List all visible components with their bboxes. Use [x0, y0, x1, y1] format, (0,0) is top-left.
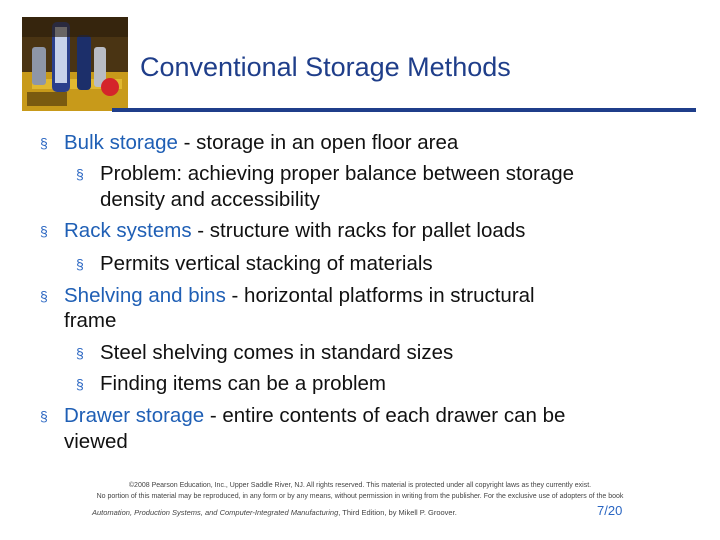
sub-bullet-problem: Problem: achieving proper balance between storage: [100, 162, 575, 185]
bullet-text: - entire contents of each drawer can be: [204, 404, 566, 427]
slide-title: Conventional Storage Methods: [140, 52, 511, 82]
bullet-bulk-storage: [64, 131, 458, 155]
bullet-term: Bulk storage: [64, 131, 178, 154]
page-number: 7/20: [597, 503, 623, 518]
sub-bullet-steel-shelving: Steel shelving comes in standard sizes: [100, 341, 454, 364]
bullet-rack-systems: [64, 219, 525, 243]
bullet-marker: §: [40, 408, 48, 424]
sub-bullet-vertical-stacking: Permits vertical stacking of materials: [100, 252, 433, 275]
footer-citation: [92, 508, 457, 517]
sub-bullet-marker: §: [76, 345, 84, 361]
bullet-drawer-storage-cont: viewed: [64, 430, 128, 453]
bullet-drawer-storage: [64, 404, 565, 428]
bullet-marker: §: [40, 135, 48, 151]
bullet-shelving-bins: [64, 284, 535, 308]
bullet-marker: §: [40, 288, 48, 304]
sub-bullet-problem-cont: density and accessibility: [100, 188, 320, 211]
sub-bullet-marker: §: [76, 256, 84, 272]
bullet-term: Shelving and bins: [64, 284, 226, 307]
bullet-text: - structure with racks for pallet loads: [191, 219, 526, 242]
footer-copyright: ©2008 Pearson Education, Inc., Upper Saddle River, NJ. All rights reserved. This material is protected under all copyright laws as they currently exist.: [128, 482, 592, 489]
bullet-shelving-bins-cont: frame: [64, 309, 117, 332]
sub-bullet-marker: §: [76, 166, 84, 182]
bullet-term: Rack systems: [64, 219, 192, 242]
footer-permission: No portion of this material may be reproduced, in any form or by any means, without permission in writing from the publisher. For the exclusive use of adopters of the book: [96, 493, 624, 500]
book-edition: , Third Edition, by Mikell P. Groover.: [338, 508, 457, 517]
sub-bullet-marker: §: [76, 376, 84, 392]
book-title: Automation, Production Systems, and Computer-Integrated Manufacturing: [92, 508, 339, 517]
bullet-text: - storage in an open floor area: [177, 131, 459, 154]
bullet-marker: §: [40, 223, 48, 239]
bullet-term: Drawer storage: [64, 404, 205, 427]
bullet-text: - horizontal platforms in structural: [225, 284, 535, 307]
sub-bullet-finding-items: Finding items can be a problem: [100, 372, 387, 395]
